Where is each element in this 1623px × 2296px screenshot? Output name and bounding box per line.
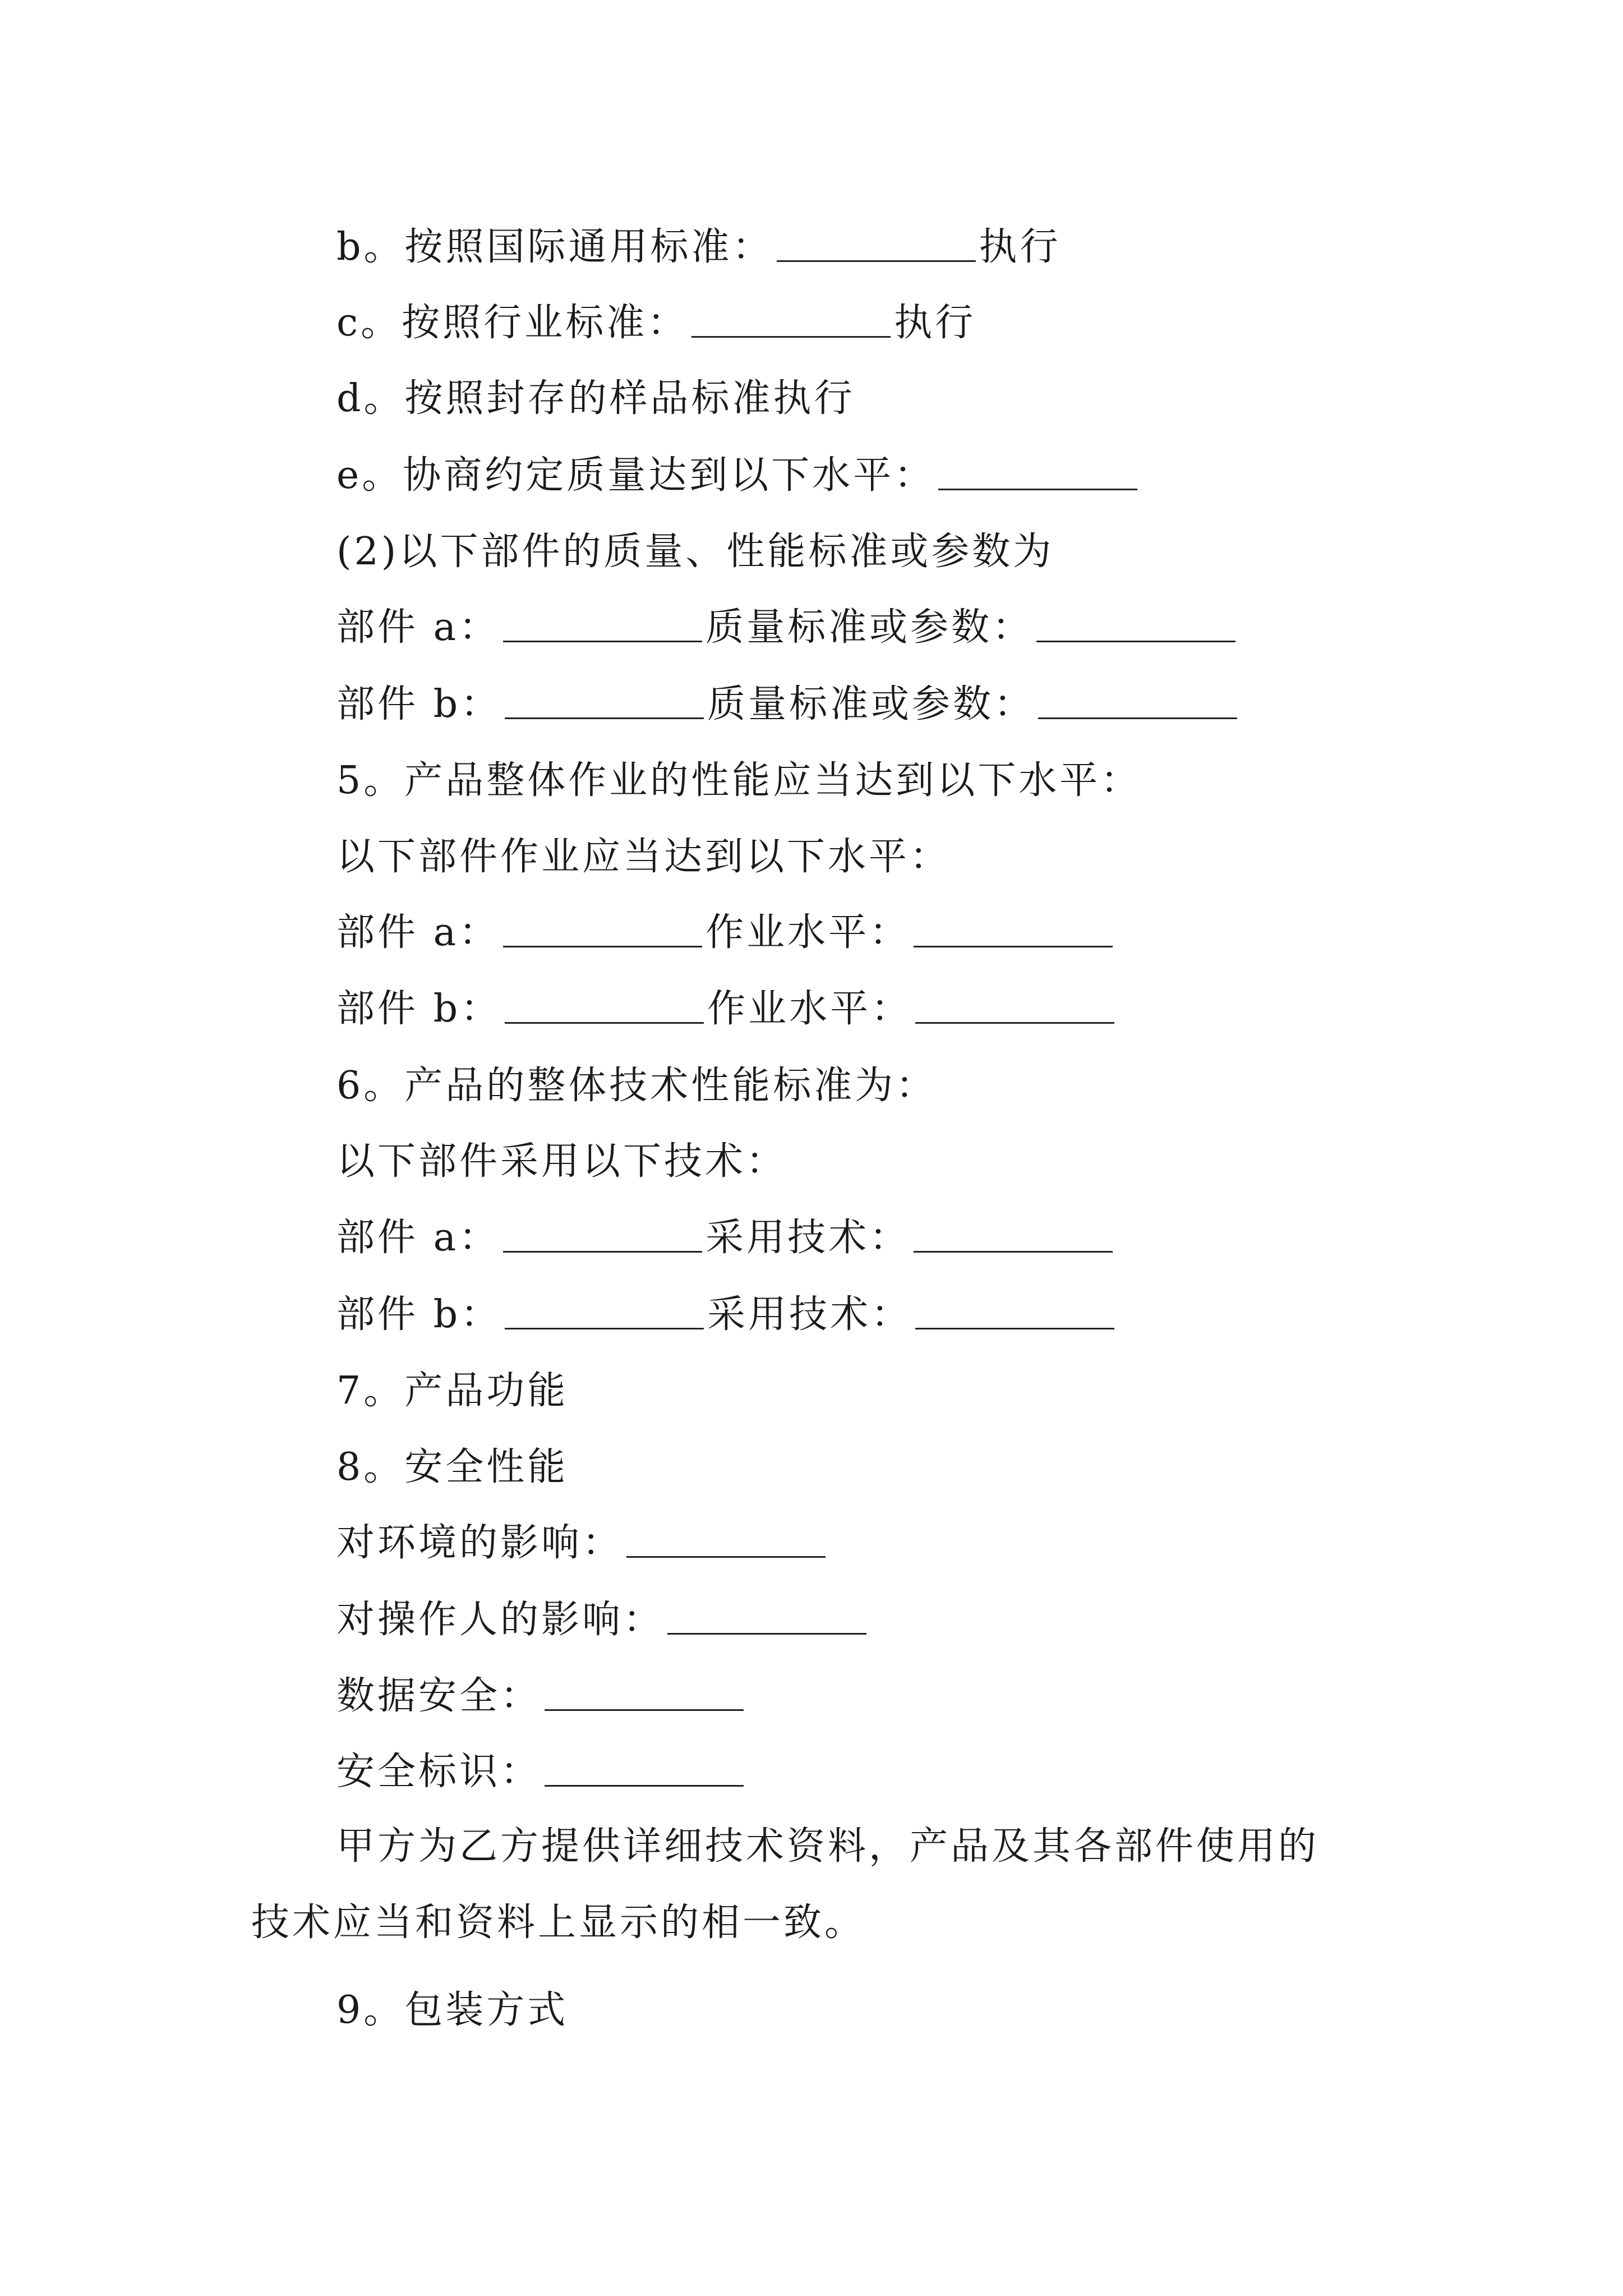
item-9-text: 9。包装方式	[336, 1988, 569, 2032]
part-a-work-label: 部件 a：	[336, 910, 500, 955]
section-2-heading	[336, 521, 1054, 574]
env-impact-blank[interactable]	[626, 1554, 826, 1558]
part-b-tech-used-blank[interactable]	[915, 1326, 1114, 1329]
part-a-name-blank[interactable]	[503, 638, 702, 642]
standard-e-line	[336, 444, 1141, 498]
item-5-sub-line	[336, 826, 951, 879]
item-6-line	[336, 1055, 937, 1108]
part-a-tech-line	[336, 1207, 1116, 1260]
standard-e-blank[interactable]	[938, 486, 1137, 490]
standard-c-line	[336, 292, 976, 345]
item-6-sub-line	[336, 1130, 787, 1184]
standard-b-blank[interactable]	[777, 258, 976, 262]
standard-b-label: b。按照国际通用标准：	[336, 225, 773, 269]
operator-impact-label: 对操作人的影响：	[336, 1598, 665, 1642]
operator-impact-line	[336, 1589, 870, 1642]
part-b-work-name-blank[interactable]	[505, 1020, 704, 1024]
data-security-label: 数据安全：	[336, 1674, 542, 1718]
standard-d-text: d。按照封存的样品标准执行	[336, 376, 855, 421]
part-a-tech-used-blank[interactable]	[914, 1249, 1113, 1253]
part-a-work-name-blank[interactable]	[503, 944, 702, 947]
item-9-line	[336, 1979, 568, 2030]
part-a-tech-used-label: 采用技术：	[706, 1216, 911, 1260]
part-b-name-blank[interactable]	[505, 715, 704, 719]
item-8-line	[336, 1436, 568, 1487]
standard-b-line	[336, 216, 1061, 269]
part-a-tech-label: 部件 a：	[336, 1216, 500, 1260]
part-b-work-level-label: 作业水平：	[707, 987, 912, 1031]
standard-d-line	[336, 367, 855, 421]
part-b-work-line	[336, 978, 1118, 1031]
part-b-tech-label: 部件 b：	[336, 1292, 502, 1337]
env-impact-line	[336, 1512, 829, 1565]
part-b-work-label: 部件 b：	[336, 987, 502, 1031]
part-b-quality-blank[interactable]	[1038, 715, 1237, 719]
standard-b-suffix: 执行	[979, 225, 1061, 269]
data-security-line	[336, 1665, 747, 1718]
part-a-quality-line	[336, 596, 1239, 650]
item-7-text: 7。产品功能	[336, 1369, 569, 1413]
part-a-quality-blank[interactable]	[1036, 638, 1235, 642]
part-b-quality-label: 质量标准或参数：	[707, 682, 1035, 726]
part-a-work-level-blank[interactable]	[914, 944, 1113, 947]
safety-mark-label: 安全标识：	[336, 1750, 542, 1794]
item-7-line	[336, 1360, 569, 1413]
part-a-work-line	[336, 901, 1116, 955]
standard-c-label: c。按照行业标准：	[336, 301, 689, 345]
part-b-quality-line	[336, 673, 1241, 724]
part-a-work-level-label: 作业水平：	[706, 910, 911, 955]
operator-impact-blank[interactable]	[667, 1631, 866, 1635]
tech-doc-paragraph-line-1: 甲方为乙方提供详细技术资料，产品及其各部件使用的	[336, 1824, 1320, 1869]
section-2-text: (2)以下部件的质量、性能标准或参数为	[336, 530, 1054, 574]
item-5-text: 5。产品整体作业的性能应当达到以下水平：	[336, 758, 1142, 803]
safety-mark-blank[interactable]	[545, 1783, 744, 1787]
item-6-sub-text: 以下部件采用以下技术：	[336, 1139, 787, 1184]
part-b-tech-line	[336, 1283, 1118, 1337]
safety-mark-line	[336, 1741, 747, 1794]
part-b-tech-used-label: 采用技术：	[707, 1292, 912, 1337]
item-5-line	[336, 749, 1142, 803]
standard-e-label: e。协商约定质量达到以下水平：	[336, 453, 935, 498]
part-a-quality-label: 质量标准或参数：	[706, 605, 1034, 650]
part-b-tech-name-blank[interactable]	[505, 1326, 704, 1329]
data-security-blank[interactable]	[545, 1707, 744, 1711]
item-5-sub-text: 以下部件作业应当达到以下水平：	[336, 835, 951, 879]
tech-doc-paragraph-line-2: 技术应当和资料上显示的相一致。	[251, 1901, 866, 1945]
part-b-label: 部件 b：	[336, 682, 502, 726]
standard-c-blank[interactable]	[691, 334, 891, 338]
item-8-text: 8。安全性能	[336, 1445, 569, 1489]
part-a-tech-name-blank[interactable]	[503, 1249, 702, 1253]
item-6-text: 6。产品的整体技术性能标准为：	[336, 1064, 937, 1108]
part-a-label: 部件 a：	[336, 605, 500, 650]
standard-c-suffix: 执行	[894, 301, 976, 345]
env-impact-label: 对环境的影响：	[336, 1521, 624, 1565]
part-b-work-level-blank[interactable]	[915, 1020, 1114, 1024]
